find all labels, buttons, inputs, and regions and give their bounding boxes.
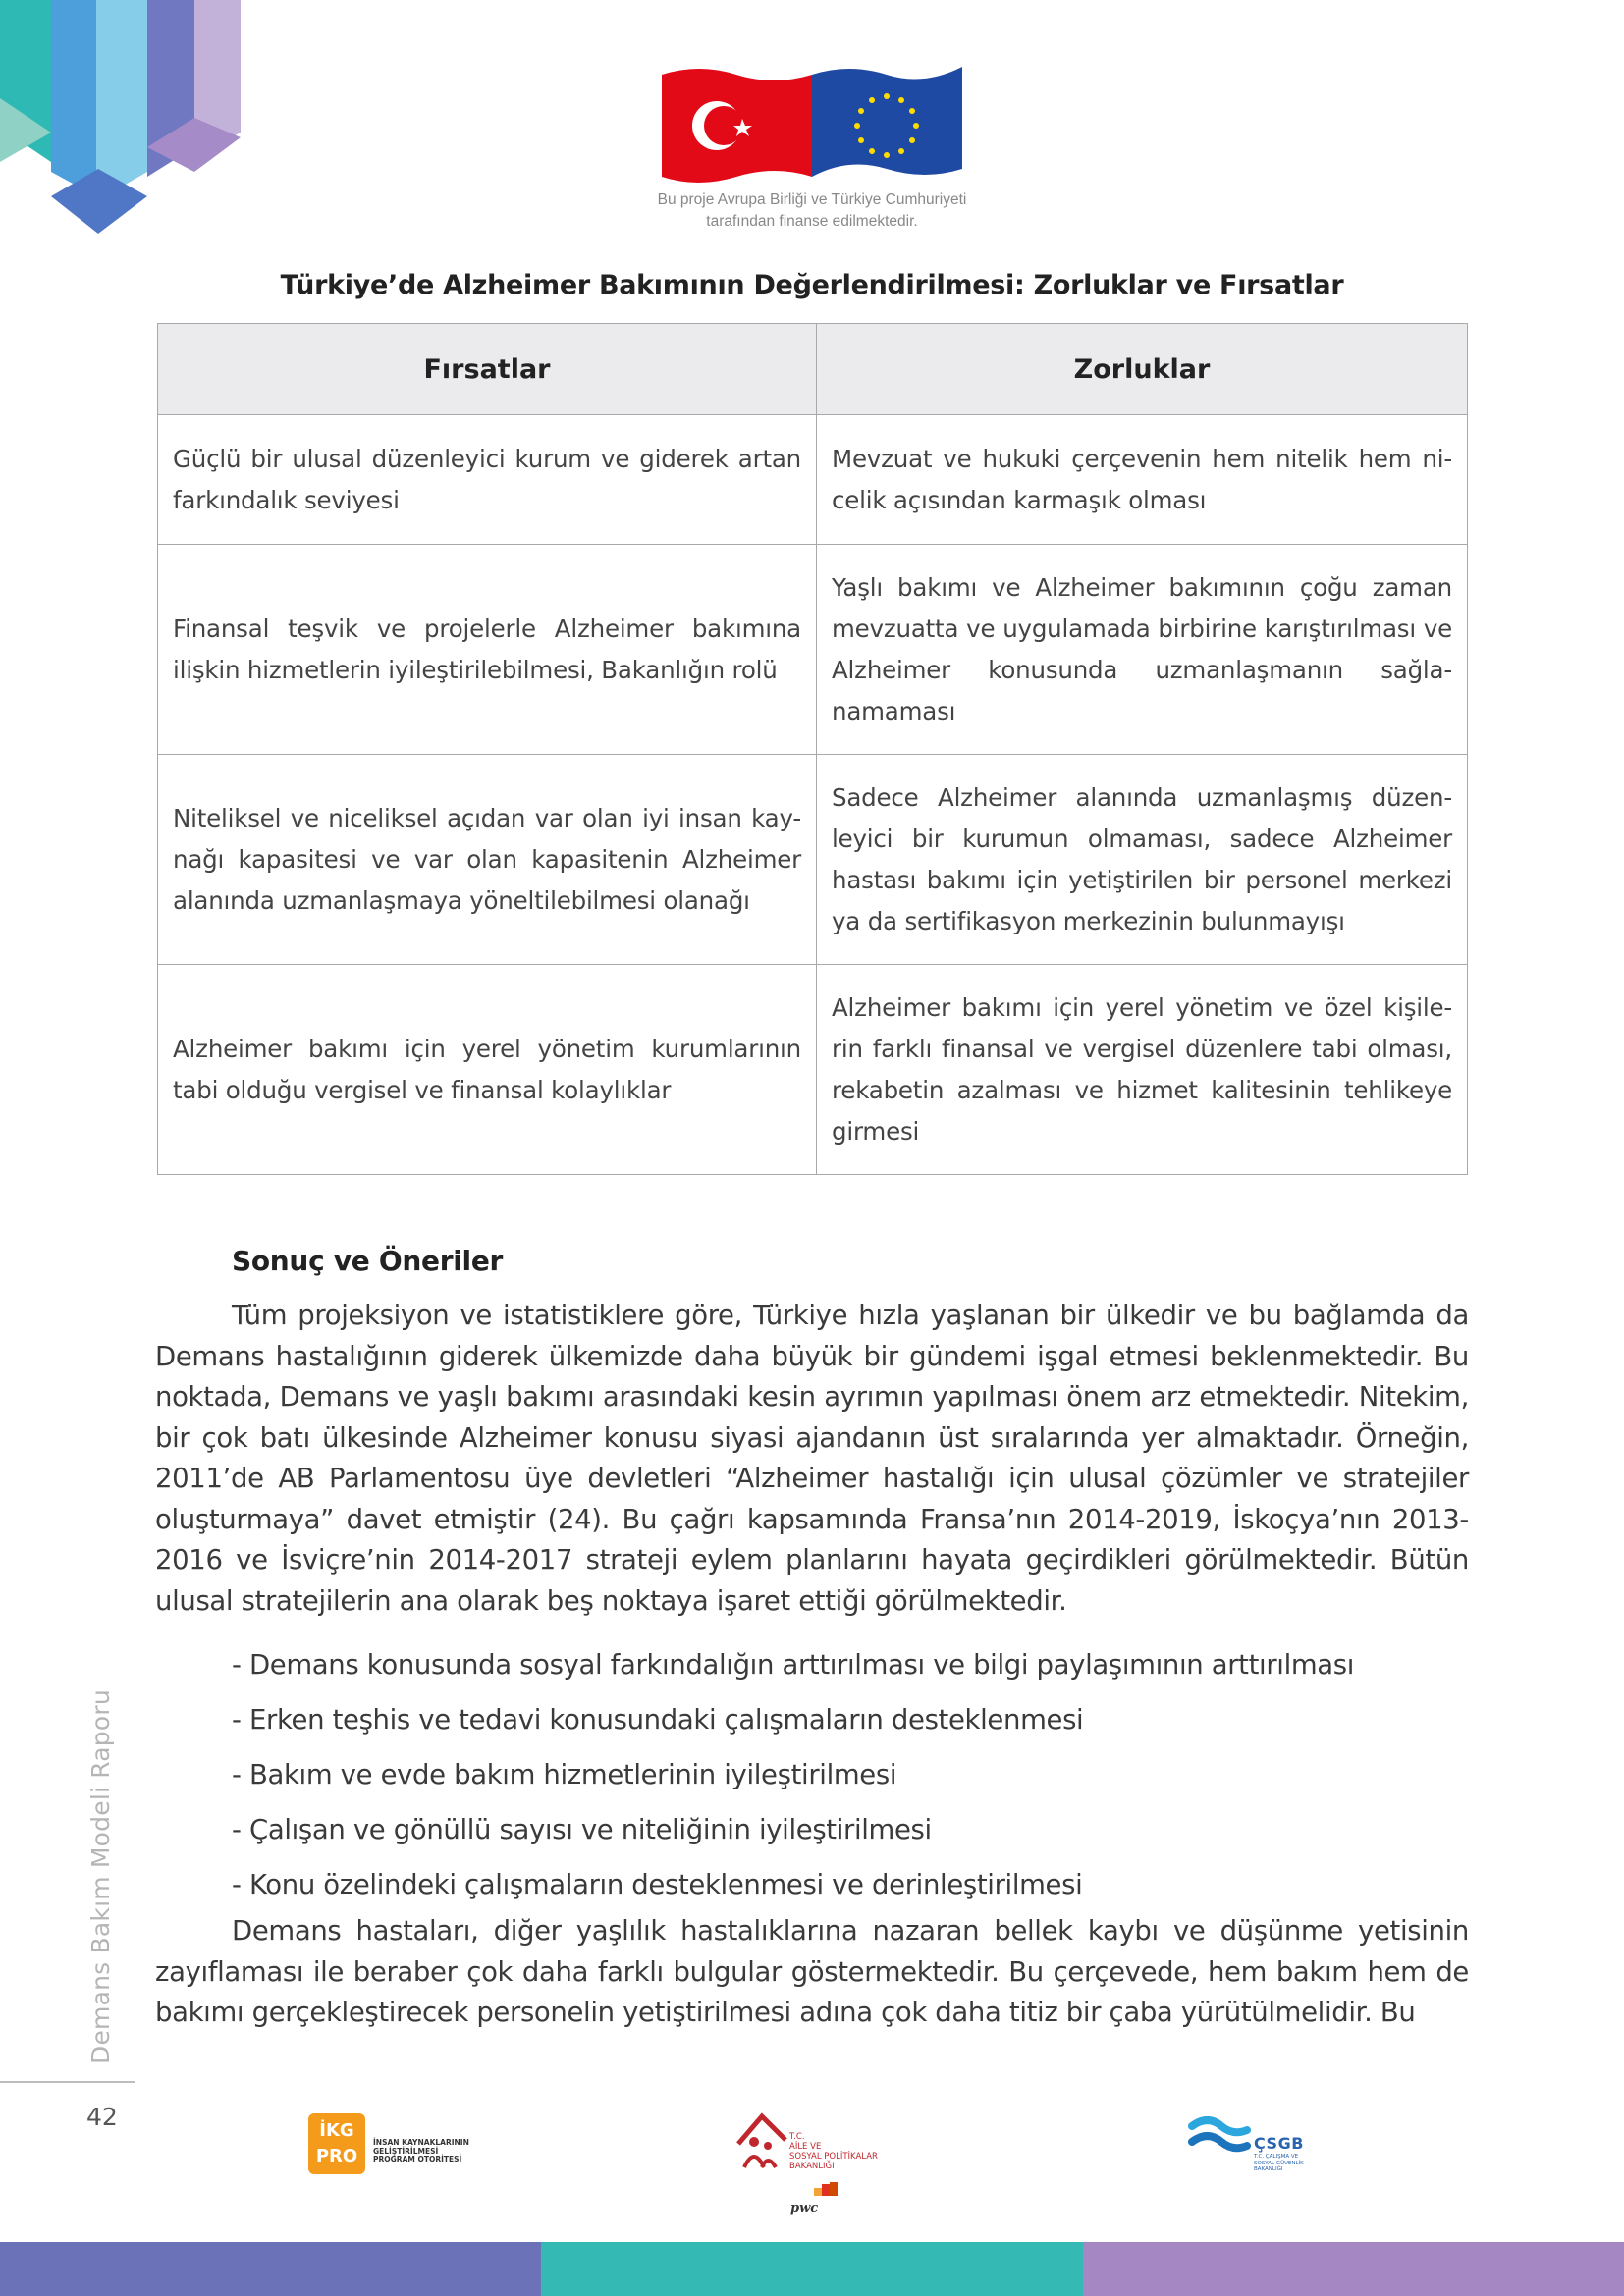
page-number: 42	[86, 2103, 118, 2131]
table-row	[158, 965, 1468, 1175]
family-house-icon	[734, 2110, 789, 2171]
opportunities-challenges-table	[157, 323, 1468, 1175]
table-row	[158, 755, 1468, 965]
ikg-caption-line: GELİŞTİRİLMESİ	[373, 2146, 439, 2156]
header-zorluklar: Zorluklar	[817, 324, 1468, 415]
body-paragraph: Demans hastaları, diğer yaşlılık hastalıklarına nazaran bellek kaybı ve düşünme yetisinin zayıflaması ile beraber çok daha farklı bulgular göstermektedir. Bu çerçevede, hem bakım hem de bakımı gerçekleştirecek personelin yetiştirilmesi adına çok daha titiz bir çaba yürütülmelidir. Bu	[155, 1915, 1469, 2028]
ikg-logo-text: İKG	[319, 2120, 354, 2141]
list-item: - Çalışan ve gönüllü sayısı ve niteliğinin iyileştirilmesi	[232, 1814, 932, 1845]
table-cell-firsat: Niteliksel ve niceliksel açıdan var olan iyi insan kay-nağı kapasitesi ve var olan kapasitenin Alzheimer alanında uzmanlaşmaya yöneltilebilmesi olanağı	[158, 755, 817, 965]
table-cell-firsat: Finansal teşvik ve projelerle Alzheimer bakımına ilişkin hizmetlerin iyileştirilebilmesi, Bakanlığın rolü	[158, 545, 817, 755]
section-title: Sonuç ve Öneriler	[232, 1245, 504, 1277]
table-row	[158, 415, 1468, 545]
csgb-wave-icon	[1188, 2116, 1251, 2160]
running-title-text: Demans Bakım Modeli Raporu	[86, 1689, 115, 2064]
table-cell-zorluk: Alzheimer bakımı için yerel yönetim ve özel kişile-rin farklı finansal ve vergisel düzenlere tabi olması, rekabetin azalması ve hizmet kalitesinin tehlikeye girmesi	[817, 965, 1468, 1175]
table-cell-zorluk: Sadece Alzheimer alanında uzmanlaşmış düzen-leyici bir kurumun olmaması, sadece Alzheimer hastası bakımı için yetiştirilen bir personel merkezi ya da sertifikasyon merkezinin bulunmayışı	[817, 755, 1468, 965]
recommendation-list	[232, 1637, 1354, 1912]
csgb-caption-line: BAKANLIĞI	[1254, 2166, 1283, 2172]
footer-divider	[0, 2081, 135, 2083]
ikg-logo-mark	[308, 2113, 365, 2174]
ikg-caption-line: İNSAN KAYNAKLARININ	[373, 2138, 469, 2147]
csgb-logo	[1188, 2116, 1335, 2175]
table-header-row	[158, 324, 1468, 415]
pwc-logo	[790, 2197, 818, 2216]
family-ministry-logo	[734, 2110, 901, 2179]
aile-caption-line: T.C.	[789, 2132, 805, 2142]
csgb-caption	[1254, 2154, 1304, 2173]
list-item: - Demans konusunda sosyal farkındalığın arttırılması ve bilgi paylaşımının arttırılması	[232, 1649, 1355, 1681]
eu-note-line-2: tarafından finanse edilmektedir.	[706, 213, 918, 230]
ikg-logo-caption	[373, 2139, 511, 2164]
list-item: - Erken teşhis ve tedavi konusundaki çalışmaların desteklenmesi	[232, 1704, 1084, 1735]
tr-eu-flags-logo	[662, 67, 962, 183]
family-ministry-caption	[789, 2132, 878, 2171]
aile-caption-line: AİLE VE	[789, 2142, 822, 2152]
csgb-wordmark: ÇSGB	[1254, 2134, 1304, 2153]
ikg-caption-line: PROGRAM OTORİTESİ	[373, 2155, 462, 2163]
table-cell-firsat: Alzheimer bakımı için yerel yönetim kurumlarının tabi olduğu vergisel ve finansal kolaylıklar	[158, 965, 817, 1175]
bottom-bar-right	[1083, 2242, 1624, 2296]
pwc-blocks-icon	[814, 2182, 839, 2196]
body-paragraph: Tüm projeksiyon ve istatistiklere göre, Türkiye hızla yaşlanan bir ülkedir ve bu bağlamda da Demans hastalığının giderek ülkemizde daha büyük bir gündemi işgal etmesi beklenmektedir. Bu noktada, Demans ve yaşlı bakımı arasındaki kesin ayrımın yapılması önem arz etmektedir. Nitekim, bir çok batı ülkesinde Alzheimer konusu siyasi ajandanın üst sıralarında yer almaktadır. Örneğin, 2011’de AB Parlamentosu üye devletleri “Alzheimer hastalığı için ulusal çözümler ve stratejiler oluşturmaya” davet etmiştir (24). Bu çağrı kapsamında Fransa’nın 2014-2019, İskoçya’nın 2013-2016 ve İsviçre’nin 2014-2017 strateji eylem planlarını hayata geçirdikleri görülmektedir. Bütün ulusal stratejilerin ana olarak beş noktaya işaret ettiği görülmektedir.	[155, 1300, 1469, 1617]
csgb-caption-line: T.C. ÇALIŞMA VE	[1254, 2154, 1299, 2160]
eu-note-line-1: Bu proje Avrupa Birliği ve Türkiye Cumhuriyeti	[657, 191, 967, 208]
bottom-bar-middle	[541, 2242, 1082, 2296]
page-title: Türkiye’de Alzheimer Bakımının Değerlendirilmesi: Zorluklar ve Fırsatlar	[280, 270, 1344, 300]
table-row	[158, 545, 1468, 755]
eu-funding-note	[550, 189, 1074, 233]
aile-caption-line: BAKANLIĞI	[789, 2162, 835, 2171]
pro-logo-text: PRO	[315, 2146, 358, 2166]
bottom-bar-left	[0, 2242, 541, 2296]
csgb-caption-line: SOSYAL GÜVENLİK	[1254, 2160, 1304, 2166]
bottom-color-bar	[0, 2242, 1624, 2296]
table-cell-firsat: Güçlü bir ulusal düzenleyici kurum ve giderek artan farkındalık seviyesi	[158, 415, 817, 545]
pwc-wordmark: pwc	[790, 2201, 819, 2216]
header-firsatlar: Fırsatlar	[158, 324, 817, 415]
table-cell-zorluk: Mevzuat ve hukuki çerçevenin hem nitelik hem ni-celik açısından karmaşık olması	[817, 415, 1468, 545]
list-item: - Bakım ve evde bakım hizmetlerinin iyileştirilmesi	[232, 1759, 897, 1790]
aile-caption-line: SOSYAL POLİTİKALAR	[789, 2152, 878, 2162]
list-item: - Konu özelindeki çalışmaların desteklenmesi ve derinleştirilmesi	[232, 1869, 1083, 1900]
table-cell-zorluk: Yaşlı bakımı ve Alzheimer bakımının çoğu zaman mevzuatta ve uygulamada birbirine karıştırılması ve Alzheimer konusunda uzmanlaşmanın sağla-namaması	[817, 545, 1468, 755]
corner-decoration	[0, 0, 245, 236]
